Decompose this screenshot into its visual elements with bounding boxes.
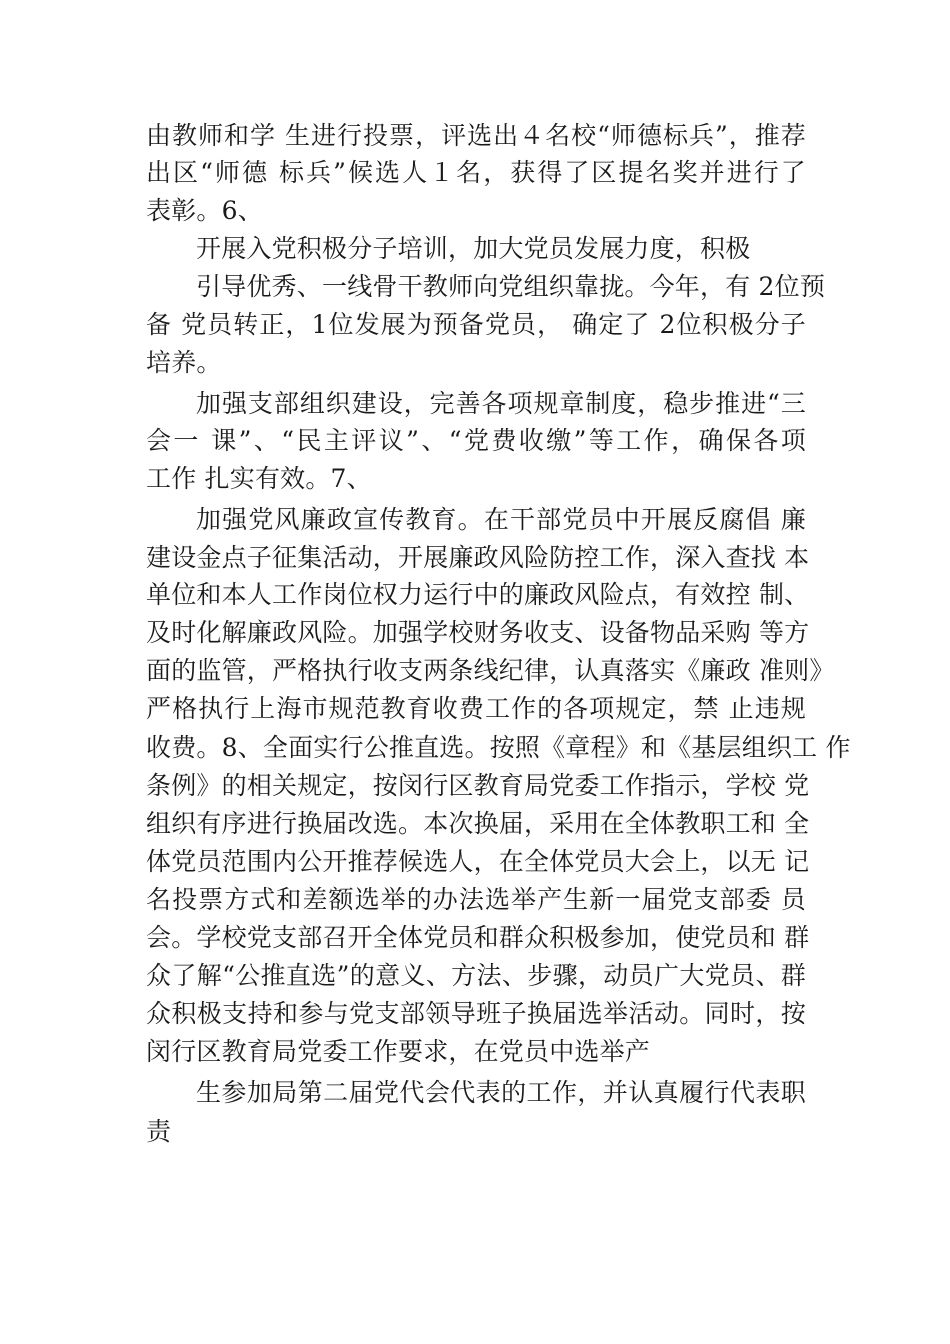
text-line: 工作 扎实有效。7、 bbox=[146, 464, 372, 493]
text-line: 名投票方式和差额选举的办法选举产生新一届党支部委 员 bbox=[146, 885, 806, 914]
text-line: 会。学校党支部召开全体党员和群众积极参加，使党员和 群 bbox=[146, 923, 810, 952]
text-line: 会一 课”、“民主评议”、“党费收缴”等工作，确保各项 bbox=[146, 426, 806, 455]
text-line: 体党员范围内公开推荐候选人，在全体党员大会上，以无 记 bbox=[146, 847, 810, 876]
text-line: 众积极支持和参与党支部领导班子换届选举活动。同时，按 bbox=[146, 999, 806, 1028]
text-line: 加强支部组织建设，完善各项规章制度，稳步推进“三 bbox=[196, 389, 806, 418]
text-line: 建设金点子征集活动，开展廉政风险防控工作，深入查找 本 bbox=[146, 543, 810, 572]
text-line: 组织有序进行换届改选。本次换届，采用在全体教职工和 全 bbox=[146, 809, 810, 838]
text-line: 引导优秀、一线骨干教师向党组织靠拢。今年，有 2位预 bbox=[196, 272, 826, 301]
text-line: 众了解“公推直选”的意义、方法、步骤，动员广大党员、群 bbox=[146, 961, 806, 990]
text-line: 及时化解廉政风险。加强学校财务收支、设备物品采购 等方 bbox=[146, 618, 810, 647]
text-line: 加强党风廉政宣传教育。在干部党员中开展反腐倡 廉 bbox=[196, 505, 806, 534]
text-line: 表彰。6、 bbox=[146, 196, 263, 225]
text-line: 单位和本人工作岗位权力运行中的廉政风险点，有效控 制、 bbox=[146, 580, 810, 609]
text-line: 面的监管，严格执行收支两条线纪律，认真落实《廉政 准则》 bbox=[146, 656, 835, 685]
text-line: 开展入党积极分子培训，加大党员发展力度，积极 bbox=[196, 234, 751, 263]
text-line: 责 bbox=[146, 1117, 172, 1146]
text-line: 条例》的相关规定，按闵行区教育局党委工作指示，学校 党 bbox=[146, 771, 810, 800]
text-line: 出区“师德 标兵”候选人１名，获得了区提名奖并进行了 bbox=[146, 158, 806, 187]
text-line: 培养。 bbox=[146, 348, 222, 377]
text-line: 严格执行上海市规范教育收费工作的各项规定，禁 止违规 bbox=[146, 694, 806, 723]
text-line: 由教师和学 生进行投票，评选出４名校“师德标兵”，推荐 bbox=[146, 121, 806, 150]
text-line: 备 党员转正，1位发展为预备党员， 确定了 2位积极分子 bbox=[146, 310, 806, 339]
text-line: 闵行区教育局党委工作要求，在党员中选举产 bbox=[146, 1037, 651, 1066]
text-line: 收费。8、全面实行公推直选。按照《章程》和《基层组织工 作 bbox=[146, 733, 851, 762]
text-line: 生参加局第二届党代会代表的工作，并认真履行代表职 bbox=[196, 1078, 806, 1107]
